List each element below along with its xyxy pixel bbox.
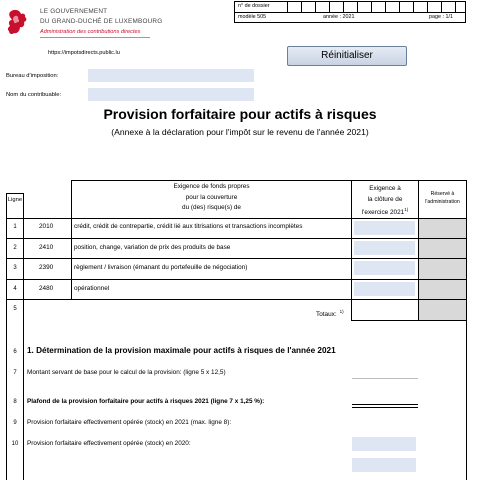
dossier-digit-cell[interactable] <box>413 2 427 12</box>
reset-button[interactable]: Réinitialiser <box>287 46 407 66</box>
column-header-line: Exigence à <box>369 185 401 192</box>
row-number: 5 <box>13 306 17 312</box>
row-number: 8 <box>13 399 17 405</box>
computed-value-double-line <box>352 404 418 408</box>
dossier-digit-cell[interactable] <box>343 2 357 12</box>
provision-2020-input[interactable] <box>352 458 416 472</box>
row-description: crédit, crédit de contrepartie, crédit lié aux titrisations et transactions incomplètes <box>74 223 303 230</box>
row-code: 2010 <box>39 223 54 230</box>
page-title: Provision forfaitaire pour actifs à risques <box>103 106 377 122</box>
row-number: 10 <box>11 441 19 447</box>
row-value-input[interactable] <box>354 282 415 296</box>
row-value-input[interactable] <box>354 261 415 275</box>
dossier-digit-cell[interactable] <box>329 2 343 12</box>
row-code: 2410 <box>39 244 54 251</box>
form-year: année : 2021 <box>323 14 355 20</box>
row-number: 4 <box>13 286 17 292</box>
row-number: 6 <box>13 349 17 355</box>
column-header-exigence <box>72 182 351 214</box>
gov-divider <box>40 37 150 38</box>
computed-value-line <box>352 378 418 379</box>
row-number: 2 <box>13 245 17 251</box>
section-title: 1. Détermination de la provision maximale pour actifs à risques de l'année 2021 <box>27 346 336 355</box>
row-value-input[interactable] <box>354 221 415 235</box>
ligne-header: Ligne <box>7 197 23 203</box>
admin-reserved-cell <box>419 300 466 320</box>
value-header-text: l'exercice 2021 <box>361 209 405 217</box>
provision-2021-input[interactable] <box>352 437 416 451</box>
column-header-line <box>352 205 418 219</box>
totals-text: Totaux: <box>316 311 337 319</box>
dossier-digit-cell[interactable] <box>287 2 301 12</box>
row-description: opérationnel <box>74 285 110 292</box>
dossier-digit-cell[interactable] <box>399 2 413 12</box>
column-header-line: l'administration <box>425 199 460 205</box>
row-description: position, change, variation de prix des produits de base <box>74 244 231 251</box>
admin-reserved-cell <box>419 219 466 238</box>
column-header-line: Réservé à <box>430 191 455 197</box>
row-value-input[interactable] <box>354 241 415 255</box>
gov-line1: LE GOUVERNEMENT <box>40 8 108 15</box>
reference-box <box>234 1 466 23</box>
admin-reserved-cell <box>419 259 466 279</box>
website-url[interactable]: https://impotsdirects.public.lu <box>48 50 120 56</box>
dossier-digit-cell[interactable] <box>455 2 466 12</box>
row-number: 3 <box>13 265 17 271</box>
dossier-digit-cell[interactable] <box>441 2 455 12</box>
luxembourg-lion-logo <box>6 8 30 36</box>
contribuable-input[interactable] <box>88 88 254 101</box>
footnote-marker: 1) <box>404 207 409 212</box>
column-header-line: Exigence de fonds propres <box>173 183 250 190</box>
line-text: Plafond de la provision forfaitaire pour actifs à risques 2021 (ligne 7 x 1,25 %): <box>27 398 265 405</box>
line-text: Montant servant de base pour le calcul de la provision: (ligne 5 x 12,5) <box>27 369 226 376</box>
row-code: 2390 <box>39 264 54 271</box>
dossier-digit-cell[interactable] <box>385 2 399 12</box>
line-text: Provision forfaitaire effectivement opérée (stock) en 2021 (max. ligne 8): <box>27 419 232 426</box>
column-header-line: la clôture de <box>367 195 403 203</box>
bureau-input[interactable] <box>88 69 254 82</box>
dossier-digit-cell[interactable] <box>315 2 329 12</box>
column-header-value <box>352 184 418 219</box>
dossier-label: n° de dossier <box>238 3 270 9</box>
row-number: 7 <box>13 370 17 376</box>
page-subtitle: (Annexe à la déclaration pour l'impôt sur le revenu de l'année 2021) <box>111 127 369 137</box>
row-number: 9 <box>13 420 17 426</box>
row-description: règlement / livraison (émanant du portefeuille de négociation) <box>74 264 248 271</box>
dossier-digit-cell[interactable] <box>371 2 385 12</box>
column-header-line: du (des) risque(s) de <box>182 204 241 211</box>
contribuable-label: Nom du contribuable: <box>6 92 62 98</box>
gov-line2: DU GRAND-DUCHÉ DE LUXEMBOURG <box>40 18 163 25</box>
row-number: 1 <box>13 224 17 230</box>
footnote-marker: 1) <box>339 309 344 314</box>
column-header-line: pour la couverture <box>185 193 238 201</box>
gov-line3: Administration des contributions directes <box>40 29 141 35</box>
bureau-label: Bureau d'imposition: <box>6 73 59 79</box>
column-header-admin <box>419 190 466 206</box>
dossier-row <box>235 2 465 13</box>
admin-reserved-cell <box>419 280 466 299</box>
page-indicator: page : 1/1 <box>429 14 453 20</box>
admin-reserved-cell <box>419 239 466 258</box>
dossier-digit-cell[interactable] <box>301 2 315 12</box>
row-code: 2480 <box>39 285 54 292</box>
dossier-digit-cell[interactable] <box>427 2 441 12</box>
form-model: modèle 505 <box>238 14 267 20</box>
totals-label <box>316 309 344 318</box>
dossier-digit-cell[interactable] <box>357 2 371 12</box>
line-text: Provision forfaitaire effectivement opérée (stock) en 2020: <box>27 440 191 447</box>
